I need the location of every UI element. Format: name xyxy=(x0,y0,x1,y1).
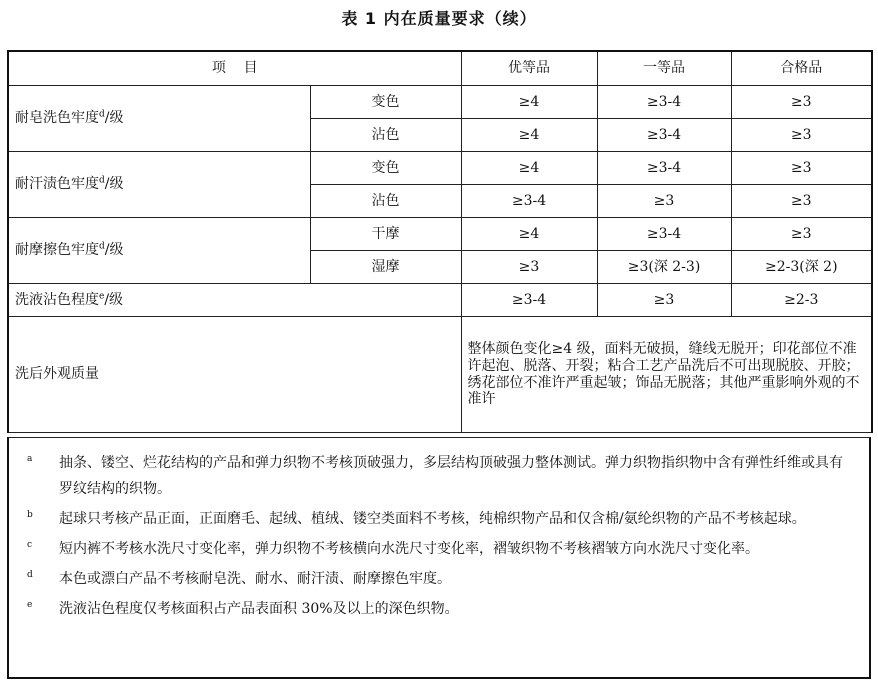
appearance-description: 整体颜色变化≥4 级，面料无破损，缝线无脱开；印花部位不准许起泡、脱落、开裂；粘合工艺产品洗后不可出现脱胶、开胶；绣花部位不准许严重起皱；饰品无脱落；其他严重影响外观的不准许 xyxy=(461,317,872,433)
footnote-text: 起球只考核产品正面，正面磨毛、起绒、植绒、镂空类面料不考核，纯棉织物产品和仅含棉/氨纶织物的产品不考核起球。 xyxy=(59,511,806,527)
value-cell: ≥3-4 xyxy=(461,185,597,218)
row-label: 洗后外观质量 xyxy=(8,317,461,433)
row-label: 洗液沾色程度$^e$/级 xyxy=(8,284,461,317)
value-cell: ≥3-4 xyxy=(597,152,731,185)
footnote-text: 抽条、镂空、烂花结构的产品和弹力织物不考核顶破强力，多层结构顶破强力整体测试。弹力织物指织物中含有弹性纤维或具有罗纹结构的织物。 xyxy=(59,455,843,497)
value-cell: ≥3 xyxy=(731,119,872,152)
value-cell: ≥3 xyxy=(731,86,872,119)
footnote-text: 短内裤不考核水洗尺寸变化率，弹力织物不考核横向水洗尺寸变化率，褶皱织物不考核褶皱方向水洗尺寸变化率。 xyxy=(59,541,759,557)
quality-requirements-table xyxy=(7,50,873,433)
header-grade-superior: 优等品 xyxy=(461,51,597,86)
sub-label: 湿摩 xyxy=(310,251,461,284)
value-cell: ≥3 xyxy=(731,185,872,218)
footnote-item xyxy=(23,596,855,622)
footnote-text: 本色或漂白产品不考核耐皂洗、耐水、耐汗渍、耐摩擦色牢度。 xyxy=(59,571,451,587)
footnote-mark: d xyxy=(27,570,33,580)
footnote-text: 洗液沾色程度仅考核面积占产品表面积 30%及以上的深色织物。 xyxy=(59,601,459,617)
value-cell: ≥2-3 xyxy=(731,284,872,317)
footnote-item xyxy=(23,566,855,592)
value-cell: ≥3 xyxy=(731,152,872,185)
value-cell: ≥3-4 xyxy=(597,86,731,119)
value-cell: ≥4 xyxy=(461,152,597,185)
value-cell: ≥2-3(深 2) xyxy=(731,251,872,284)
value-cell: ≥3 xyxy=(597,284,731,317)
table-row xyxy=(8,317,872,433)
sub-label: 干摩 xyxy=(310,218,461,251)
value-cell: ≥3-4 xyxy=(597,218,731,251)
footnote-mark: e xyxy=(27,600,33,610)
value-cell: ≥4 xyxy=(461,218,597,251)
footnote-mark: a xyxy=(27,454,33,464)
sub-label: 沾色 xyxy=(310,119,461,152)
header-grade-qualified: 合格品 xyxy=(731,51,872,86)
row-label: 耐皂洗色牢度$^d$/级 xyxy=(8,86,310,152)
footnotes xyxy=(7,437,871,679)
footnote-item xyxy=(23,536,855,562)
value-cell: ≥4 xyxy=(461,119,597,152)
table-row xyxy=(8,284,872,317)
sub-label: 沾色 xyxy=(310,185,461,218)
value-cell: ≥4 xyxy=(461,86,597,119)
value-cell: ≥3 xyxy=(731,218,872,251)
table-title: 表 1 内在质量要求（续） xyxy=(341,9,537,28)
footnote-item xyxy=(23,506,855,532)
footnote-mark: b xyxy=(27,510,33,520)
footnote-item xyxy=(23,450,855,502)
value-cell: ≥3 xyxy=(461,251,597,284)
header-grade-first: 一等品 xyxy=(597,51,731,86)
value-cell: ≥3(深 2-3) xyxy=(597,251,731,284)
header-item: 项 目 xyxy=(8,51,461,86)
table-row xyxy=(8,86,872,119)
sub-label: 变色 xyxy=(310,86,461,119)
sub-label: 变色 xyxy=(310,152,461,185)
value-cell: ≥3 xyxy=(597,185,731,218)
row-label: 耐摩擦色牢度$^d$/级 xyxy=(8,218,310,284)
table-row xyxy=(8,218,872,251)
table-row xyxy=(8,152,872,185)
value-cell: ≥3-4 xyxy=(597,119,731,152)
row-label: 耐汗渍色牢度$^d$/级 xyxy=(8,152,310,218)
table-header-row xyxy=(8,51,872,86)
value-cell: ≥3-4 xyxy=(461,284,597,317)
footnote-mark: c xyxy=(27,540,33,550)
